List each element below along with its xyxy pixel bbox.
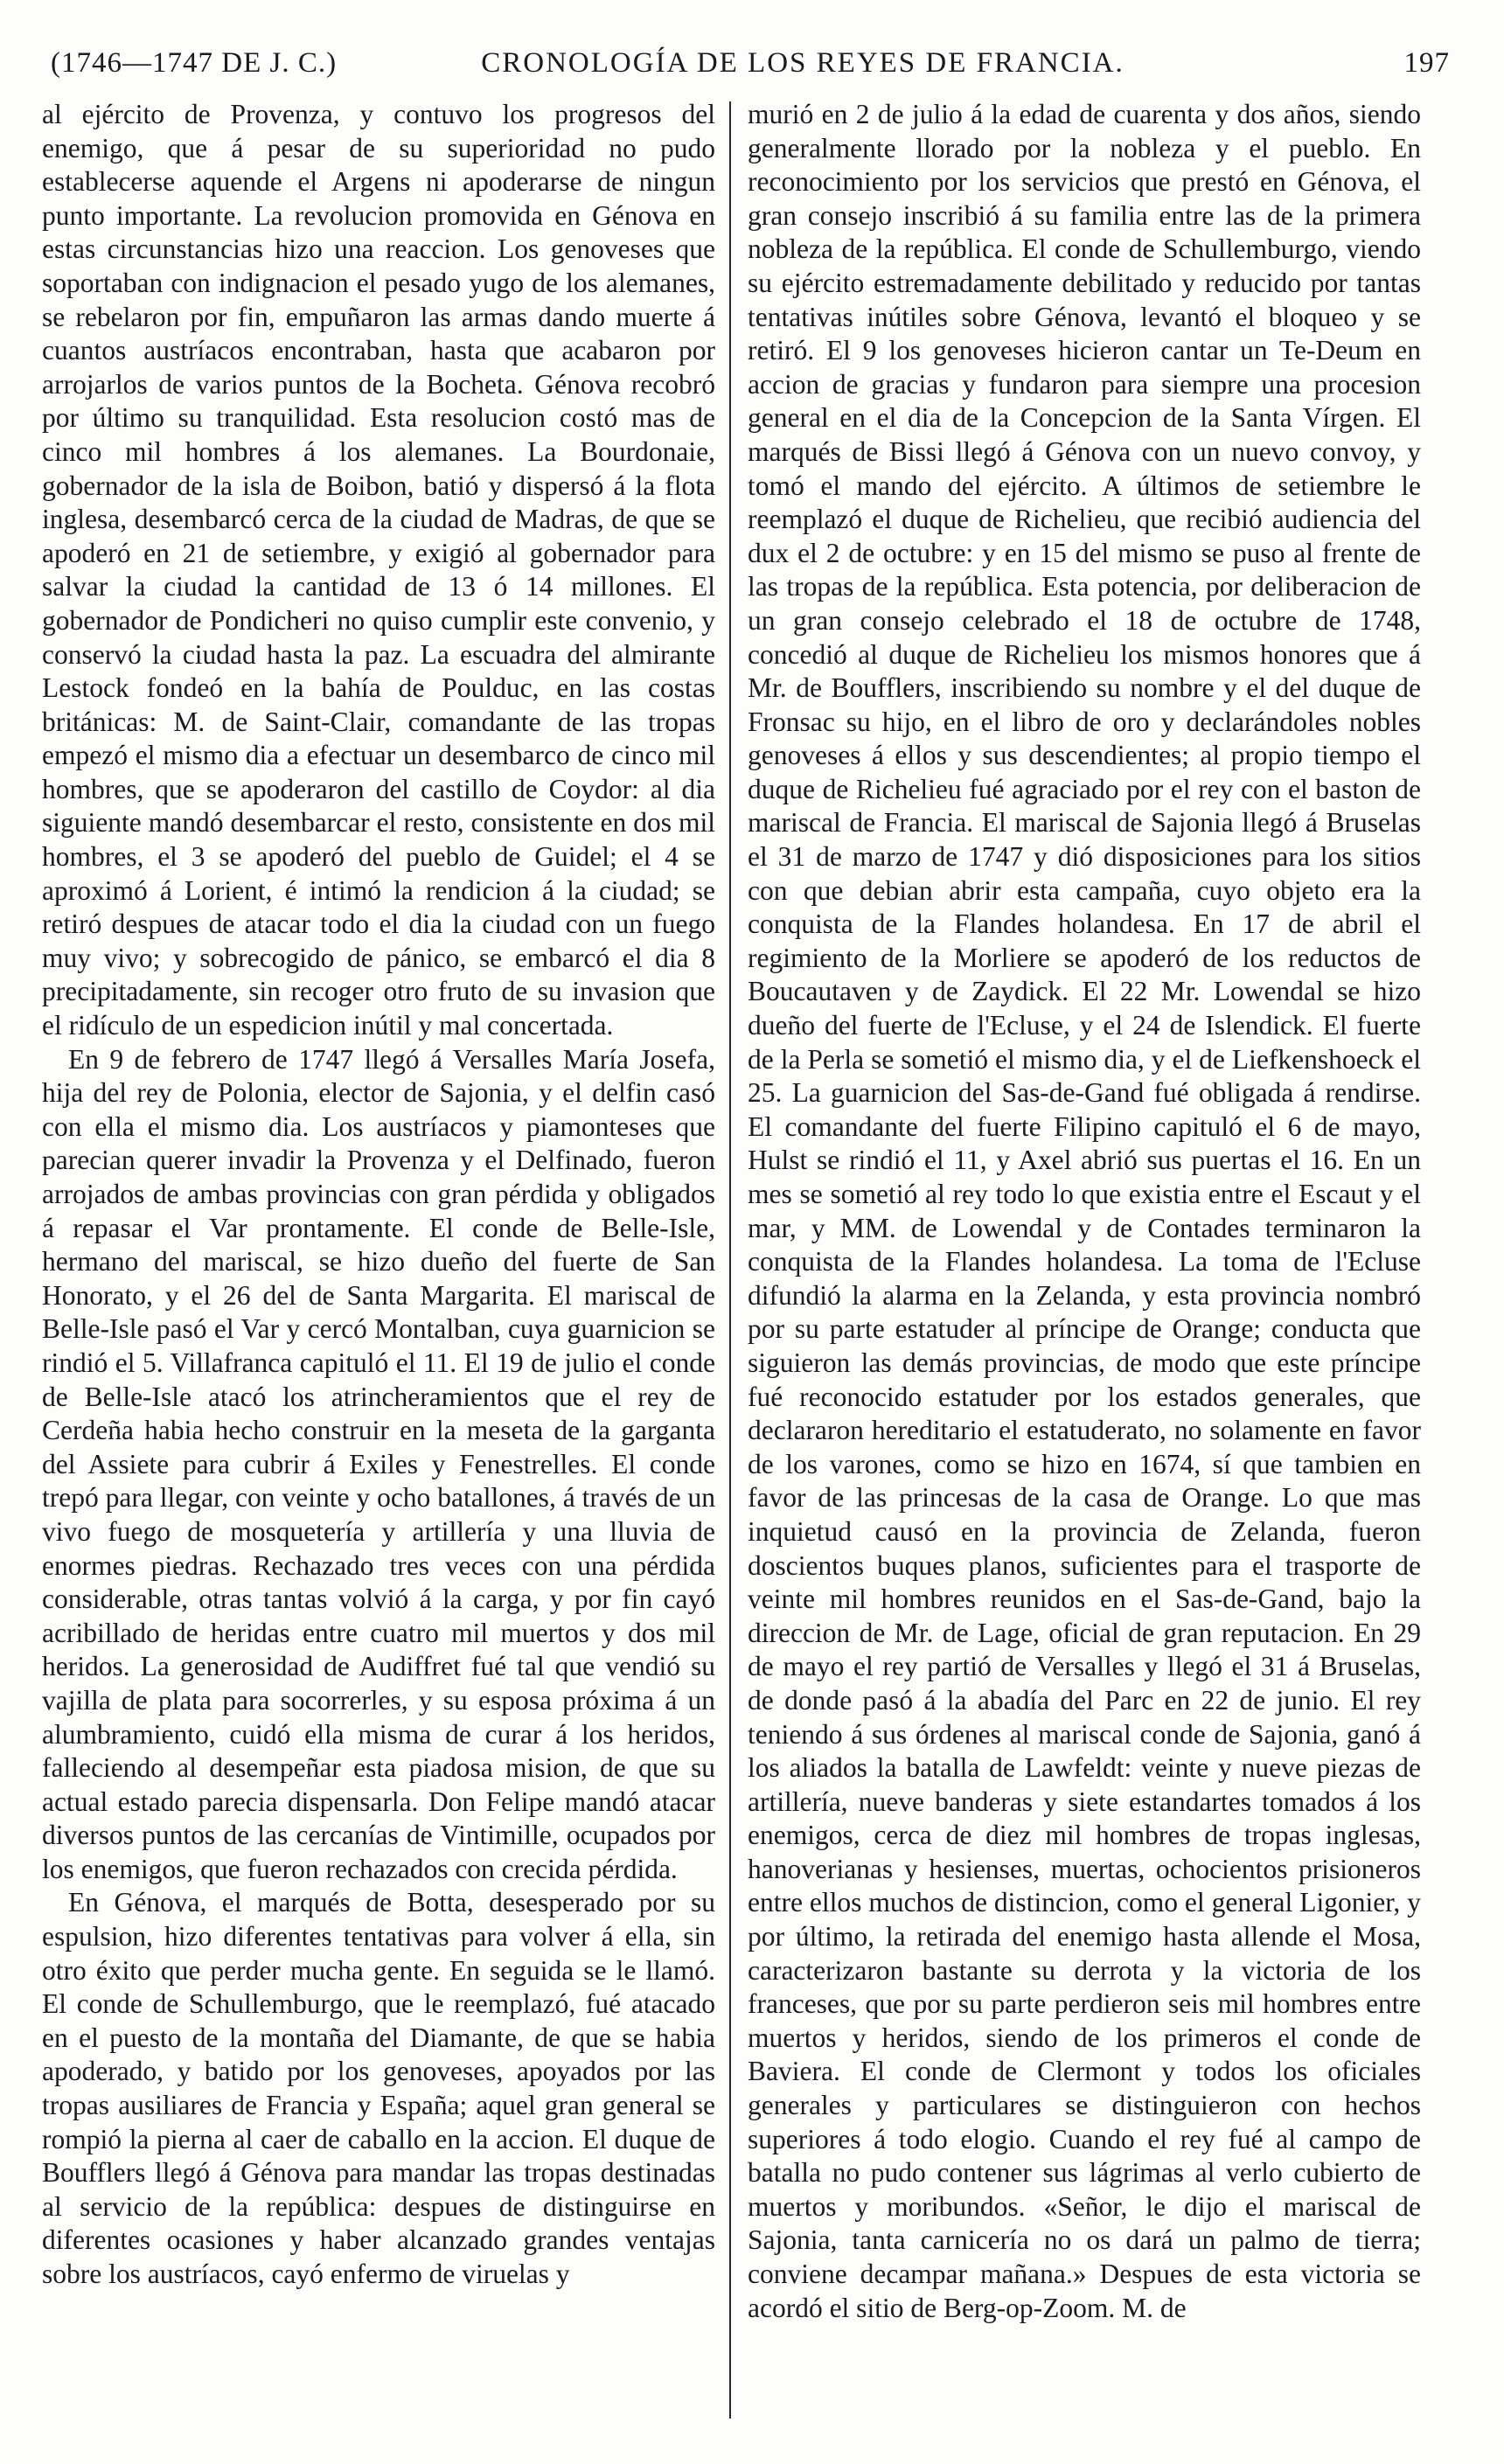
paragraph: En Génova, el marqués de Botta, desesperado por su espulsion, hizo diferentes tentativas para volver á ella, sin otro éxito que perder mucha gente. En seguida se le llamó. El conde de Schullemburgo, que le reemplazó, fué atacado en el puesto de la montaña del Diamante, de que se habia apoderado, y batido por los genoveses, apoyados por las tropas ausiliares de Francia y España; aquel gran general se rompió la pierna al caer de caballo en la accion. El duque de Boufflers llegó á Génova para mandar las tropas destinadas al servicio de la república: despues de distinguirse en diferentes ocasiones y haber alcanzado grandes ventajas sobre los austríacos, cayó enfermo de viruelas y — [42, 1887, 715, 2289]
paragraph: al ejército de Provenza, y contuvo los progresos del enemigo, que á pesar de su superioridad no pudo establecerse aquende el Argens ni apoderarse de ningun punto importante. La revolucion promovida en Génova en estas circunstancias hizo una reaccion. Los genoveses que soportaban con indignacion el pesado yugo de los alemanes, se rebelaron por fin, empuñaron las armas dando muerte á cuantos austríacos encontraban, hasta que acabaron por arrojarlos de varios puntos de la Bocheta. Génova recobró por último su tranquilidad. Esta resolucion costó mas de cinco mil hombres á los alemanes. La Bourdonaie, gobernador de la isla de Boibon, batió y dispersó á la flota inglesa, desembarcó cerca de la ciudad de Madras, de que se apoderó en 21 de setiembre, y exigió al gobernador para salvar la ciudad la cantidad de 13 ó 14 millones. El gobernador de Pondicheri no quiso cumplir este convenio, y conservó la ciudad hasta la paz. La escuadra del almirante Lestock fondeó en la bahía de Poulduc, en las costas británicas: M. de Saint-Clair, comandante de las tropas empezó el mismo dia a efectuar un desembarco de cinco mil hombres, que se apoderaron del castillo de Coydor: al dia siguiente mandó desembarcar el resto, consistente en dos mil hombres, el 3 se apoderó del pueblo de Guidel; el 4 se aproximó á Lorient, é intimó la rendicion á la ciudad; se retiró despues de atacar todo el dia la ciudad con un fuego muy vivo; y sobrecogido de pánico, se embarcó el dia 8 precipitadamente, sin recoger otro fruto de su invasion que el ridículo de un espedicion inútil y mal concertada. — [42, 99, 715, 1041]
paragraph: murió en 2 de julio á la edad de cuarenta y dos años, siendo generalmente llorado por la nobleza y el pueblo. En reconocimiento por los servicios que prestó en Génova, el gran consejo inscribió á su familia entre las de la primera nobleza de la república. El conde de Schullemburgo, viendo su ejército estremadamente debilitado y reducido por tantas tentativas inútiles sobre Génova, levantó el bloqueo y se retiró. El 9 los genoveses hicieron cantar un Te-Deum en accion de gracias y fundaron para siempre una procesion general en el dia de la Concepcion de la Santa Vírgen. El marqués de Bissi llegó á Génova con un nuevo convoy, y tomó el mando del ejército. A últimos de setiembre le reemplazó el duque de Richelieu, que recibió audiencia del dux el 2 de octubre: y en 15 del mismo se puso al frente de las tropas de la república. Esta potencia, por deliberacion de un gran consejo celebrado el 18 de octubre de 1748, concedió al duque de Richelieu los mismos honores que á Mr. de Boufflers, inscribiendo su nombre y el del duque de Fronsac su hijo, en el libro de oro y declarándoles nobles genoveses á ellos y sus descendientes; al propio tiempo el duque de Richelieu fué agraciado por el rey con el baston de mariscal de Francia. El mariscal de Sajonia llegó á Bruselas el 31 de marzo de 1747 y dió disposiciones para los sitios con que debian abrir esta campaña, cuyo objeto era la conquista de la Flandes holandesa. En 17 de abril el regimiento de la Morliere se apoderó de los reductos de Boucautaven y de Zaydick. El 22 Mr. Lowendal se hizo dueño del fuerte de l'Ecluse, y el 24 de Islendick. El fuerte de la Perla se sometió el mismo dia, y el de Liefkenshoeck el 25. La guarnicion del Sas-de-Gand fué obligada á rendirse. El comandante del fuerte Filipino capituló el 6 de mayo, Hulst se rindió el 11, y Axel abrió sus puertas el 16. En un mes se sometió al rey todo lo que existia entre el Escaut y el mar, y MM. de Lowendal y de Contades terminaron la conquista de la Flandes holandesa. La toma de l'Ecluse difundió la alarma en la Zelanda, y esta provincia nombró por su parte estatuder al príncipe de Orange; conducta que siguieron las demás provincias, de modo que este príncipe fué reconocido estatuder por los estados generales, que declararon hereditario el estatuderato, no solamente en favor de los varones, como se hizo en 1674, sí que tambien en favor de las princesas de la casa de Orange. Lo que mas inquietud causó en la provincia de Zelanda, fueron doscientos buques planos, suficientes para el trasporte de veinte mil hombres reunidos en el Sas-de-Gand, bajo la direccion de Mr. de Lage, oficial de gran reputacion. En 29 de mayo el rey partió de Versalles y llegó el 31 á Bruselas, de donde pasó á la abadía del Parc en 22 de junio. El rey teniendo á sus órdenes al mariscal conde de Sajonia, ganó á los aliados la batalla de Lawfeldt: veinte y nueve piezas de artillería, nueve banderas y siete estandartes tomados á los enemigos, cerca de diez mil hombres de tropas inglesas, hanoverianas y hesienses, muertas, ochocientos prisioneros entre ellos muchos de distincion, como el general Ligonier, y por último, la retirada del enemigo hasta allende el Mosa, caracterizaron bastante su derrota y la victoria de los franceses, que por su parte perdieron seis mil hombres entre muertos y heridos, siendo de los primeros el conde de Baviera. El conde de Clermont y todos los oficiales generales y particulares se distinguieron con hechos superiores á todo elogio. Cuando el rey fué al campo de batalla no pudo contener sus lágrimas al verlo cubierto de muertos y moribundos. «Señor, le dijo el mariscal de Sajonia, tanta carnicería no os dará un palmo de tierra; conviene decampar mañana.» Despues de esta victoria se acordó el sitio de Berg-op-Zoom. M. de — [748, 99, 1421, 2323]
right-column — [748, 98, 1421, 2325]
column-divider — [729, 101, 731, 2419]
header-date-range: (1746—1747 DE J. C.) — [51, 47, 338, 79]
running-header — [51, 47, 1450, 89]
header-title: CRONOLOGÍA DE LOS REYES DE FRANCIA. — [481, 47, 1125, 79]
paragraph: En 9 de febrero de 1747 llegó á Versalles María Josefa, hija del rey de Polonia, elector de Sajonia, y el delfin casó con ella el mismo dia. Los austríacos y piamonteses que parecian querer invadir la Provenza y el Delfinado, fueron arrojados de ambas provincias con gran pérdida y obligados á repasar el Var prontamente. El conde de Belle-Isle, hermano del mariscal, se hizo dueño del fuerte de San Honorato, y el 26 del de Santa Margarita. El mariscal de Belle-Isle pasó el Var y cercó Montalban, cuya guarnicion se rindió el 5. Villafranca capituló el 11. El 19 de julio el conde de Belle-Isle atacó los atrincheramientos que el rey de Cerdeña habia hecho construir en la meseta de la garganta del Assiete para cubrir á Exiles y Fenestrelles. El conde trepó para llegar, con veinte y ocho batallones, á través de un vivo fuego de mosquetería y artillería y una lluvia de enormes piedras. Rechazado tres veces con una pérdida considerable, otras tantas volvió á la carga, y por fin cayó acribillado de heridas entre cuatro mil muertos y dos mil heridos. La generosidad de Audiffret fué tal que vendió su vajilla de plata para socorrerles, y su esposa próxima á un alumbramiento, cuidó ella misma de curar á los heridos, falleciendo al desempeñar esta piadosa mision, de que su actual estado parecia dispensarla. Don Felipe mandó atacar diversos puntos de las cercanías de Vintimille, ocupados por los enemigos, que fueron rechazados con crecida pérdida. — [42, 1043, 715, 1884]
left-column — [42, 98, 715, 2292]
page-number: 197 — [1403, 47, 1450, 79]
